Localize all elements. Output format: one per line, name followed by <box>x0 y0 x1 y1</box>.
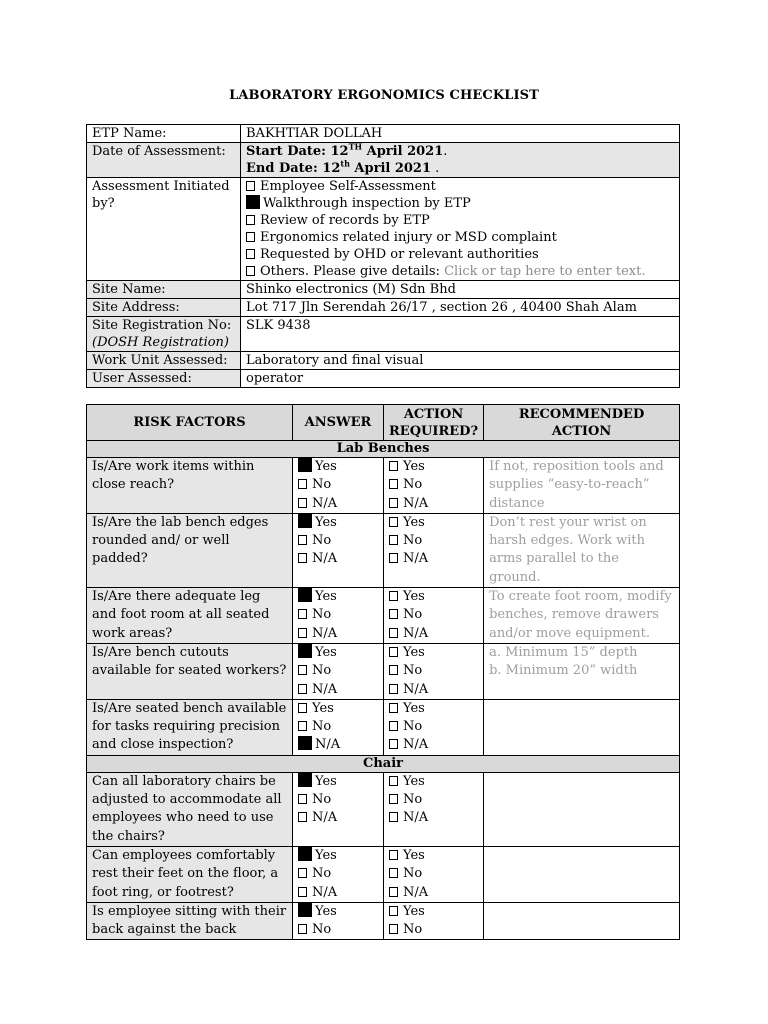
assessment-info-table <box>86 124 680 388</box>
recommended-action[interactable] <box>484 772 680 846</box>
action-required-cell <box>384 458 484 514</box>
action-required-cell <box>384 699 484 755</box>
option-label: Ergonomics related injury or MSD complaint <box>260 230 557 245</box>
checkbox-checked-icon[interactable] <box>298 847 312 861</box>
checkbox-empty-icon[interactable] <box>389 609 398 619</box>
checkbox-empty-icon[interactable] <box>389 868 398 878</box>
recommended-action[interactable] <box>484 846 680 902</box>
checkbox-empty-icon[interactable] <box>389 498 398 508</box>
option-label: No <box>403 866 423 882</box>
action-required-cell <box>384 643 484 699</box>
checkbox-empty-icon[interactable] <box>246 215 255 225</box>
checkbox-empty-icon[interactable] <box>298 721 307 731</box>
checkbox-checked-icon[interactable] <box>298 514 312 528</box>
action-no-option[interactable] <box>389 476 478 494</box>
action-na-option[interactable] <box>389 550 478 568</box>
option-label: N/A <box>403 810 429 826</box>
option-label: Review of records by ETP <box>260 213 430 228</box>
checkbox-empty-icon[interactable] <box>389 703 398 713</box>
action-yes-option[interactable] <box>389 903 478 921</box>
action-yes-option[interactable] <box>389 458 478 476</box>
option-label: No <box>312 607 332 623</box>
answer-yes-option[interactable] <box>298 514 378 532</box>
action-no-option[interactable] <box>389 662 478 680</box>
option-label: No <box>312 719 332 735</box>
checkbox-empty-icon[interactable] <box>389 776 398 786</box>
checkbox-empty-icon[interactable] <box>298 665 307 675</box>
checkbox-empty-icon[interactable] <box>389 647 398 657</box>
option-label: Yes <box>315 644 337 660</box>
option-label: N/A <box>312 551 338 567</box>
option-label: Walkthrough inspection by ETP <box>263 196 471 211</box>
recommended-action-line: a. Minimum 15” depth <box>489 644 638 660</box>
action-no-option[interactable] <box>389 532 478 550</box>
action-na-option[interactable] <box>389 495 478 513</box>
action-na-option[interactable] <box>389 625 478 643</box>
action-yes-option[interactable] <box>389 514 478 532</box>
option-label: N/A <box>403 884 429 900</box>
checkbox-checked-icon[interactable] <box>246 195 260 209</box>
action-yes-option[interactable] <box>389 773 478 791</box>
option-label: Yes <box>315 847 337 863</box>
action-required-cell <box>384 902 484 940</box>
answer-no-option[interactable] <box>298 718 378 736</box>
recommended-action-line: b. Minimum 20” width <box>489 663 638 679</box>
checkbox-empty-icon[interactable] <box>389 665 398 675</box>
action-yes-option[interactable] <box>389 588 478 606</box>
checkbox-empty-icon[interactable] <box>389 924 398 934</box>
answer-header: ANSWER <box>293 405 384 441</box>
recommended-action-line: If not, reposition tools and supplies “easy-to-reach” distance <box>489 459 664 511</box>
checkbox-empty-icon[interactable] <box>298 498 307 508</box>
answer-na-option[interactable] <box>298 625 378 643</box>
initiated-options <box>241 178 680 281</box>
checkbox-checked-icon[interactable] <box>298 644 312 658</box>
option-label: Yes <box>403 903 425 919</box>
etp-name-value[interactable]: BAKHTIAR DOLLAH <box>241 125 680 143</box>
answer-no-option[interactable] <box>298 662 378 680</box>
option-label: Others. Please give details: <box>260 264 440 279</box>
section-title: Lab Benches <box>87 441 680 458</box>
checkbox-empty-icon[interactable] <box>298 553 307 563</box>
option-label: No <box>312 792 332 808</box>
table-row <box>87 846 680 902</box>
recommended-action[interactable] <box>484 513 680 587</box>
answer-yes-option[interactable] <box>298 903 378 921</box>
site-name-label: Site Name: <box>87 281 241 299</box>
checkbox-empty-icon[interactable] <box>246 181 255 191</box>
answer-yes-option[interactable] <box>298 588 378 606</box>
site-reg-label-sub: (DOSH Registration) <box>92 335 230 350</box>
risk-question: Is employee sitting with their back against the back <box>87 902 293 940</box>
end-date-sup: th <box>340 158 350 169</box>
answer-yes-option[interactable] <box>298 458 378 476</box>
risk-question: Is/Are there adequate leg and foot room at all seated work areas? <box>87 588 293 644</box>
checkbox-empty-icon[interactable] <box>246 266 255 276</box>
table-row <box>87 588 680 644</box>
option-label: Yes <box>315 459 337 474</box>
action-no-option[interactable] <box>389 865 478 883</box>
date-label: Date of Assessment: <box>87 143 241 178</box>
answer-no-option[interactable] <box>298 921 378 939</box>
site-address-value[interactable]: Lot 717 Jln Serendah 26/17 , section 26 , 40400 Shah Alam <box>241 299 680 317</box>
checkbox-empty-icon[interactable] <box>389 461 398 471</box>
answer-no-option[interactable] <box>298 791 378 809</box>
answer-no-option[interactable] <box>298 532 378 550</box>
recommended-action[interactable] <box>484 588 680 644</box>
table-row <box>87 513 680 587</box>
site-reg-label <box>87 317 241 352</box>
action-no-option[interactable] <box>389 791 478 809</box>
risk-question: Is/Are the lab bench edges rounded and/ or well padded? <box>87 513 293 587</box>
action-no-option[interactable] <box>389 606 478 624</box>
checkbox-empty-icon[interactable] <box>389 553 398 563</box>
initiated-label: Assessment Initiated by? <box>87 178 241 281</box>
answer-yes-option[interactable] <box>298 644 378 662</box>
user-label: User Assessed: <box>87 370 241 388</box>
action-na-option[interactable] <box>389 884 478 902</box>
risk-factors-header: RISK FACTORS <box>87 405 293 441</box>
option-label: No <box>403 663 423 679</box>
answer-na-option[interactable] <box>298 884 378 902</box>
option-label: N/A <box>403 625 429 641</box>
option-label: Yes <box>312 700 334 716</box>
answer-no-option[interactable] <box>298 476 378 494</box>
checkbox-empty-icon[interactable] <box>389 887 398 897</box>
table-row <box>87 699 680 755</box>
answer-no-option[interactable] <box>298 606 378 624</box>
answer-cell <box>293 772 384 846</box>
action-required-cell <box>384 513 484 587</box>
checkbox-empty-icon[interactable] <box>298 535 307 545</box>
option-label: N/A <box>312 810 338 826</box>
answer-no-option[interactable] <box>298 865 378 883</box>
checkbox-checked-icon[interactable] <box>298 736 312 750</box>
checkbox-empty-icon[interactable] <box>389 517 398 527</box>
action-na-option[interactable] <box>389 681 478 699</box>
answer-na-option[interactable] <box>298 736 378 754</box>
date-value[interactable] <box>241 143 680 178</box>
checkbox-empty-icon[interactable] <box>389 591 398 601</box>
site-name-value[interactable]: Shinko electronics (M) Sdn Bhd <box>241 281 680 299</box>
etp-name-label: ETP Name: <box>87 125 241 143</box>
end-date-text: End Date: 12 <box>246 161 341 176</box>
option-label: No <box>312 866 332 882</box>
option-label: Yes <box>403 700 425 716</box>
option-label: No <box>403 792 423 808</box>
checkbox-empty-icon[interactable] <box>246 249 255 259</box>
site-reg-label-text: Site Registration No: <box>92 318 232 333</box>
risk-factors-table <box>86 404 680 940</box>
answer-na-option[interactable] <box>298 550 378 568</box>
answer-na-option[interactable] <box>298 809 378 827</box>
initiated-option-ohd[interactable] <box>246 246 674 263</box>
initiated-option-records[interactable] <box>246 212 674 229</box>
table-row <box>87 772 680 846</box>
option-label: No <box>312 922 332 938</box>
risk-question: Is/Are bench cutouts available for seated workers? <box>87 643 293 699</box>
start-date-text: Start Date: 12 <box>246 144 349 159</box>
risk-question: Is/Are seated bench available for tasks requiring precision and close inspection? <box>87 699 293 755</box>
page-title: LABORATORY ERGONOMICS CHECKLIST <box>229 88 539 103</box>
end-date: End Date: 12th April 2021 . <box>246 158 440 176</box>
initiated-option-injury[interactable] <box>246 229 674 246</box>
option-label: No <box>312 477 332 493</box>
checkbox-empty-icon[interactable] <box>389 812 398 822</box>
answer-cell <box>293 902 384 940</box>
answer-yes-option[interactable] <box>298 700 378 718</box>
table-row <box>87 902 680 940</box>
option-label: N/A <box>312 681 338 697</box>
action-no-option[interactable] <box>389 718 478 736</box>
checkbox-checked-icon[interactable] <box>298 773 312 787</box>
option-label: Yes <box>403 514 425 530</box>
answer-cell <box>293 458 384 514</box>
start-date-sup: TH <box>348 141 363 152</box>
start-date: Start Date: 12TH April 2021. <box>246 141 448 159</box>
site-reg-value[interactable]: SLK 9438 <box>241 317 680 352</box>
option-label: Yes <box>403 773 425 789</box>
end-date-month: April 2021 <box>349 161 432 176</box>
option-label: No <box>312 533 332 549</box>
option-label: Yes <box>403 589 425 605</box>
option-label: No <box>312 663 332 679</box>
action-required-cell <box>384 846 484 902</box>
section-title: Chair <box>87 755 680 772</box>
checkbox-empty-icon[interactable] <box>298 794 307 804</box>
recommended-action[interactable] <box>484 458 680 514</box>
checkbox-empty-icon[interactable] <box>389 628 398 638</box>
option-label: N/A <box>312 495 338 511</box>
risk-question: Can all laboratory chairs be adjusted to accommodate all employees who need to use the chairs? <box>87 772 293 846</box>
checkbox-empty-icon[interactable] <box>298 703 307 713</box>
recommended-action-line: Don’t rest your wrist on harsh edges. Work with arms parallel to the ground. <box>489 514 647 585</box>
checkbox-empty-icon[interactable] <box>389 721 398 731</box>
option-label: N/A <box>403 681 429 697</box>
checkbox-empty-icon[interactable] <box>298 628 307 638</box>
section-chair <box>87 755 680 772</box>
checkbox-empty-icon[interactable] <box>389 850 398 860</box>
checkbox-empty-icon[interactable] <box>389 906 398 916</box>
site-address-label: Site Address: <box>87 299 241 317</box>
work-unit-value[interactable]: Laboratory and final visual <box>241 352 680 370</box>
answer-na-option[interactable] <box>298 495 378 513</box>
option-label: Yes <box>315 514 337 530</box>
action-required-header: ACTION REQUIRED? <box>384 405 484 441</box>
checkbox-empty-icon[interactable] <box>298 868 307 878</box>
action-yes-option[interactable] <box>389 847 478 865</box>
recommended-action[interactable] <box>484 643 680 699</box>
checkbox-empty-icon[interactable] <box>389 535 398 545</box>
answer-cell <box>293 588 384 644</box>
option-label: Yes <box>315 903 337 919</box>
recommended-action[interactable] <box>484 699 680 755</box>
action-na-option[interactable] <box>389 736 478 754</box>
option-label: Yes <box>315 773 337 789</box>
option-label: N/A <box>403 551 429 567</box>
option-label: N/A <box>315 737 341 753</box>
checkbox-empty-icon[interactable] <box>298 924 307 934</box>
option-label: N/A <box>403 737 429 753</box>
start-date-month: April 2021 <box>362 144 444 159</box>
checkbox-checked-icon[interactable] <box>298 458 312 472</box>
answer-cell <box>293 699 384 755</box>
recommended-action-header: RECOMMENDED ACTION <box>484 405 680 441</box>
checkbox-empty-icon[interactable] <box>389 479 398 489</box>
action-required-cell <box>384 772 484 846</box>
risk-question: Can employees comfortably rest their feet on the floor, a foot ring, or footrest? <box>87 846 293 902</box>
initiated-option-walkthrough[interactable] <box>246 195 674 212</box>
option-label: N/A <box>312 884 338 900</box>
checkbox-empty-icon[interactable] <box>298 812 307 822</box>
section-lab-benches <box>87 441 680 458</box>
option-label: Requested by OHD or relevant authorities <box>260 247 539 262</box>
recommended-action-line: To create foot room, modify benches, remove drawers and/or move equipment. <box>489 589 672 641</box>
option-label: Yes <box>403 847 425 863</box>
table-row <box>87 643 680 699</box>
risk-question: Is/Are work items within close reach? <box>87 458 293 514</box>
option-label: No <box>403 719 423 735</box>
checkbox-checked-icon[interactable] <box>298 903 312 917</box>
answer-na-option[interactable] <box>298 681 378 699</box>
work-unit-label: Work Unit Assessed: <box>87 352 241 370</box>
checkbox-checked-icon[interactable] <box>298 588 312 602</box>
checkbox-empty-icon[interactable] <box>298 609 307 619</box>
option-label: Yes <box>403 459 425 474</box>
option-label: Yes <box>403 644 425 660</box>
initiated-option-self[interactable] <box>246 178 674 195</box>
table-row <box>87 458 680 514</box>
checkbox-empty-icon[interactable] <box>389 794 398 804</box>
option-label: N/A <box>403 495 429 511</box>
answer-cell <box>293 846 384 902</box>
option-label: No <box>403 922 423 938</box>
others-details-field[interactable]: Click or tap here to enter text. <box>444 264 646 279</box>
checkbox-empty-icon[interactable] <box>298 479 307 489</box>
user-value[interactable]: operator <box>241 370 680 388</box>
checkbox-empty-icon[interactable] <box>389 739 398 749</box>
checkbox-empty-icon[interactable] <box>298 684 307 694</box>
checkbox-empty-icon[interactable] <box>298 887 307 897</box>
answer-cell <box>293 513 384 587</box>
action-required-cell <box>384 588 484 644</box>
answer-yes-option[interactable] <box>298 773 378 791</box>
answer-yes-option[interactable] <box>298 847 378 865</box>
action-no-option[interactable] <box>389 921 478 939</box>
action-yes-option[interactable] <box>389 700 478 718</box>
action-na-option[interactable] <box>389 809 478 827</box>
option-label: No <box>403 477 423 493</box>
option-label: No <box>403 607 423 623</box>
option-label: N/A <box>312 625 338 641</box>
action-yes-option[interactable] <box>389 644 478 662</box>
option-label: Yes <box>315 589 337 605</box>
recommended-action[interactable] <box>484 902 680 940</box>
checkbox-empty-icon[interactable] <box>389 684 398 694</box>
checkbox-empty-icon[interactable] <box>246 232 255 242</box>
initiated-option-others[interactable] <box>246 263 674 280</box>
answer-cell <box>293 643 384 699</box>
option-label: Employee Self-Assessment <box>260 179 436 194</box>
option-label: No <box>403 533 423 549</box>
